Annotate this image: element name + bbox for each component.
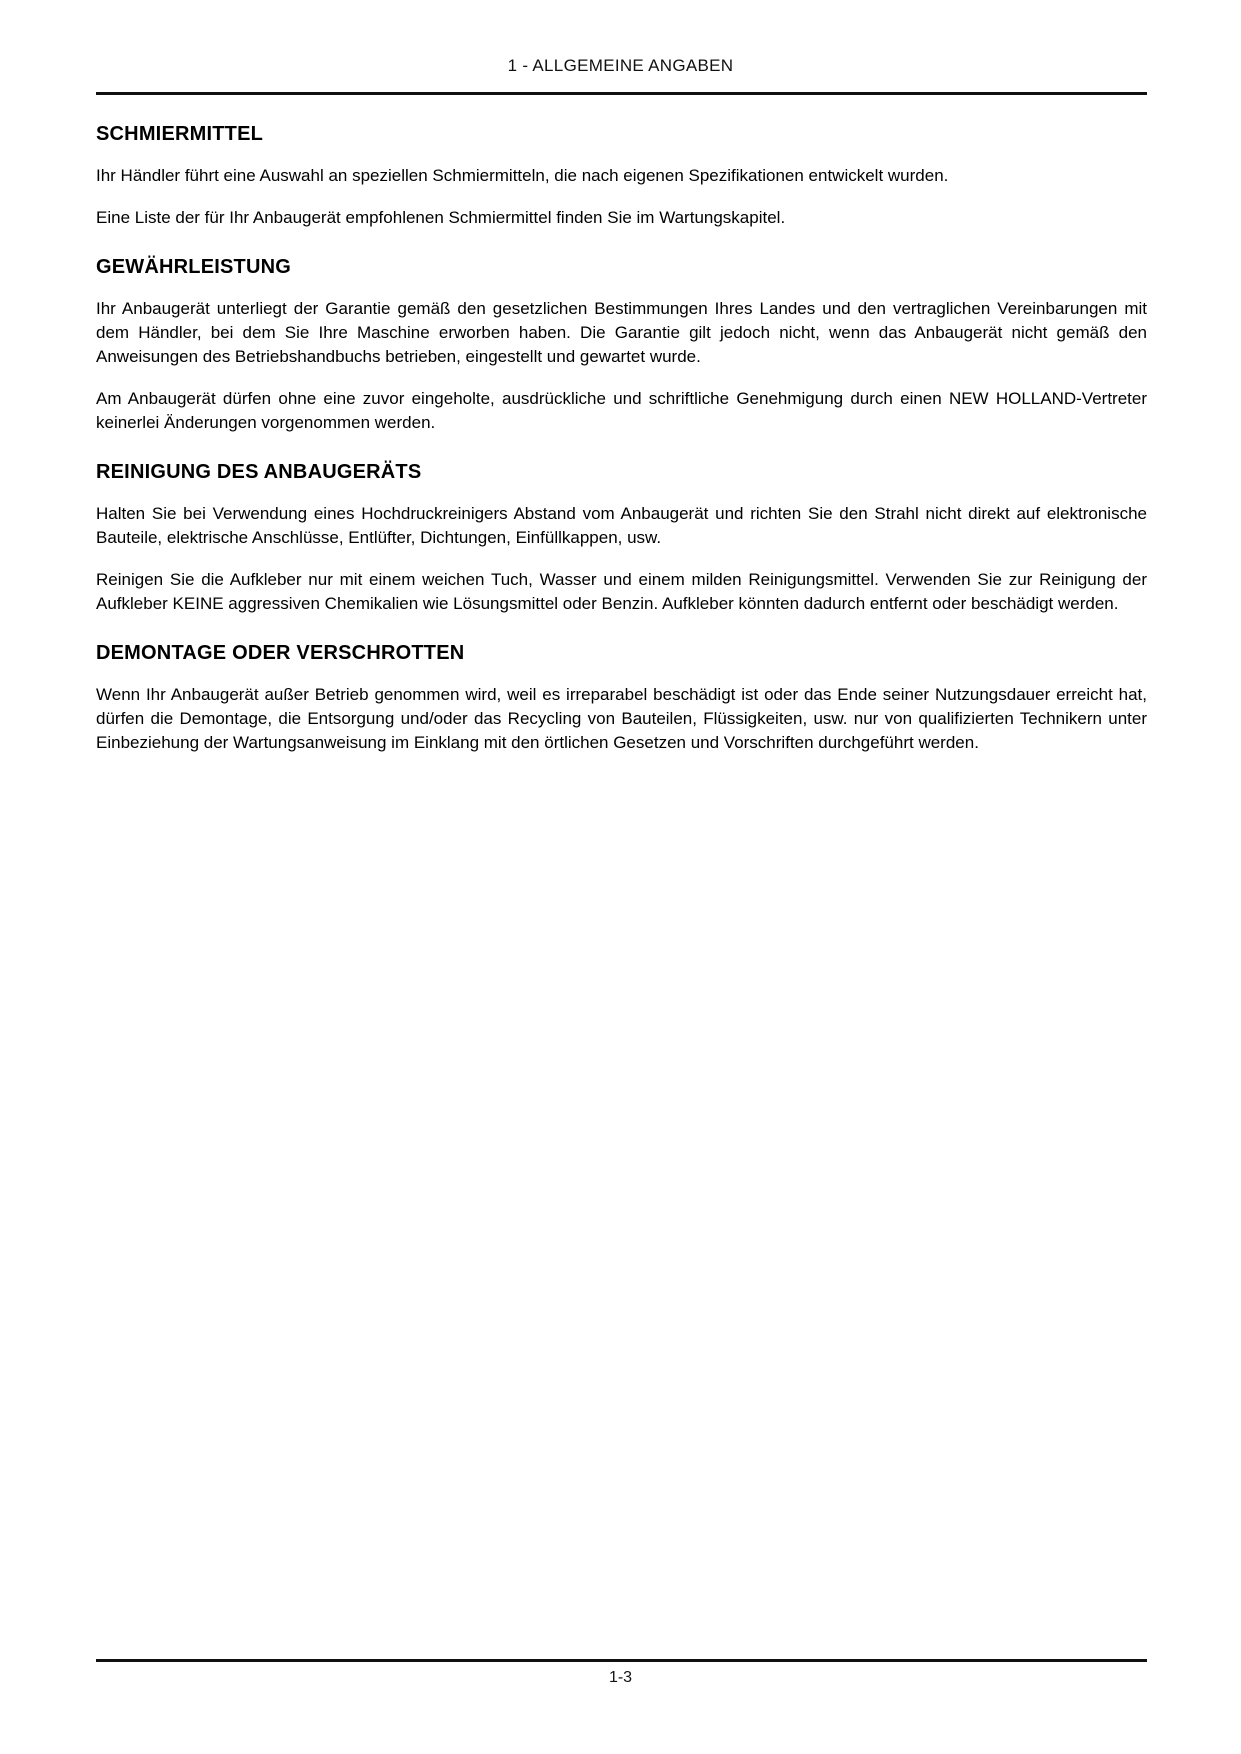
section-heading: REINIGUNG DES ANBAUGERÄTS [96,461,422,483]
section-heading: DEMONTAGE ODER VERSCHROTTEN [96,642,465,664]
paragraph: Reinigen Sie die Aufkleber nur mit einem weichen Tuch, Wasser und einem milden Reinigungsmittel. Verwenden Sie zur Reinigung der Aufkleber KEINE aggressiven Chemikalien wie Lösungsmittel oder Benzin. Aufkleber könnten dadurch entfernt oder beschädigt werden. [96,570,1147,613]
paragraph: Am Anbaugerät dürfen ohne eine zuvor eingeholte, ausdrückliche und schriftliche Genehmigung durch einen NEW HOLLAND-Vertreter keinerlei Änderungen vorgenommen werden. [96,389,1147,432]
paragraph: Ihr Händler führt eine Auswahl an speziellen Schmiermitteln, die nach eigenen Spezifikationen entwickelt wurden. [96,166,949,185]
running-header: 1 - ALLGEMEINE ANGABEN [507,56,734,75]
paragraph: Ihr Anbaugerät unterliegt der Garantie gemäß den gesetzlichen Bestimmungen Ihres Landes und den vertraglichen Vereinbarungen mit dem Händler, bei dem Sie Ihre Maschine erworben haben. Die Garantie gilt jedoch nicht, wenn das Anbaugerät nicht gemäß den Anweisungen des Betriebshandbuchs betrieben, eingestellt und gewartet wurde. [96,299,1147,366]
page-content [96,123,1147,755]
section-heading: GEWÄHRLEISTUNG [96,256,292,278]
paragraph: Halten Sie bei Verwendung eines Hochdruckreinigers Abstand vom Anbaugerät und richten Sie den Strahl nicht direkt auf elektronische Bauteile, elektrische Anschlüsse, Entlüfter, Dichtungen, Einfüllkappen, usw. [96,504,1147,547]
section-heading: SCHMIERMITTEL [96,123,264,145]
paragraph: Eine Liste der für Ihr Anbaugerät empfohlenen Schmiermittel finden Sie im Wartungskapitel. [96,208,786,227]
page-number: 1-3 [608,1669,633,1686]
section-gewaehrleistung [96,256,1147,435]
footer-rule [96,1659,1147,1662]
section-reinigung [96,461,1147,616]
header-rule [96,92,1147,95]
section-demontage [96,642,1147,755]
paragraph: Wenn Ihr Anbaugerät außer Betrieb genommen wird, weil es irreparabel beschädigt ist oder das Ende seiner Nutzungsdauer erreicht hat, dürfen die Demontage, die Entsorgung und/oder das Recycling von Bauteilen, Flüssigkeiten, usw. nur von qualifizierten Technikern unter Einbeziehung der Wartungsanweisung im Einklang mit den örtlichen Gesetzen und Vorschriften durchgeführt werden. [96,685,1147,752]
section-schmiermittel [96,123,1147,230]
